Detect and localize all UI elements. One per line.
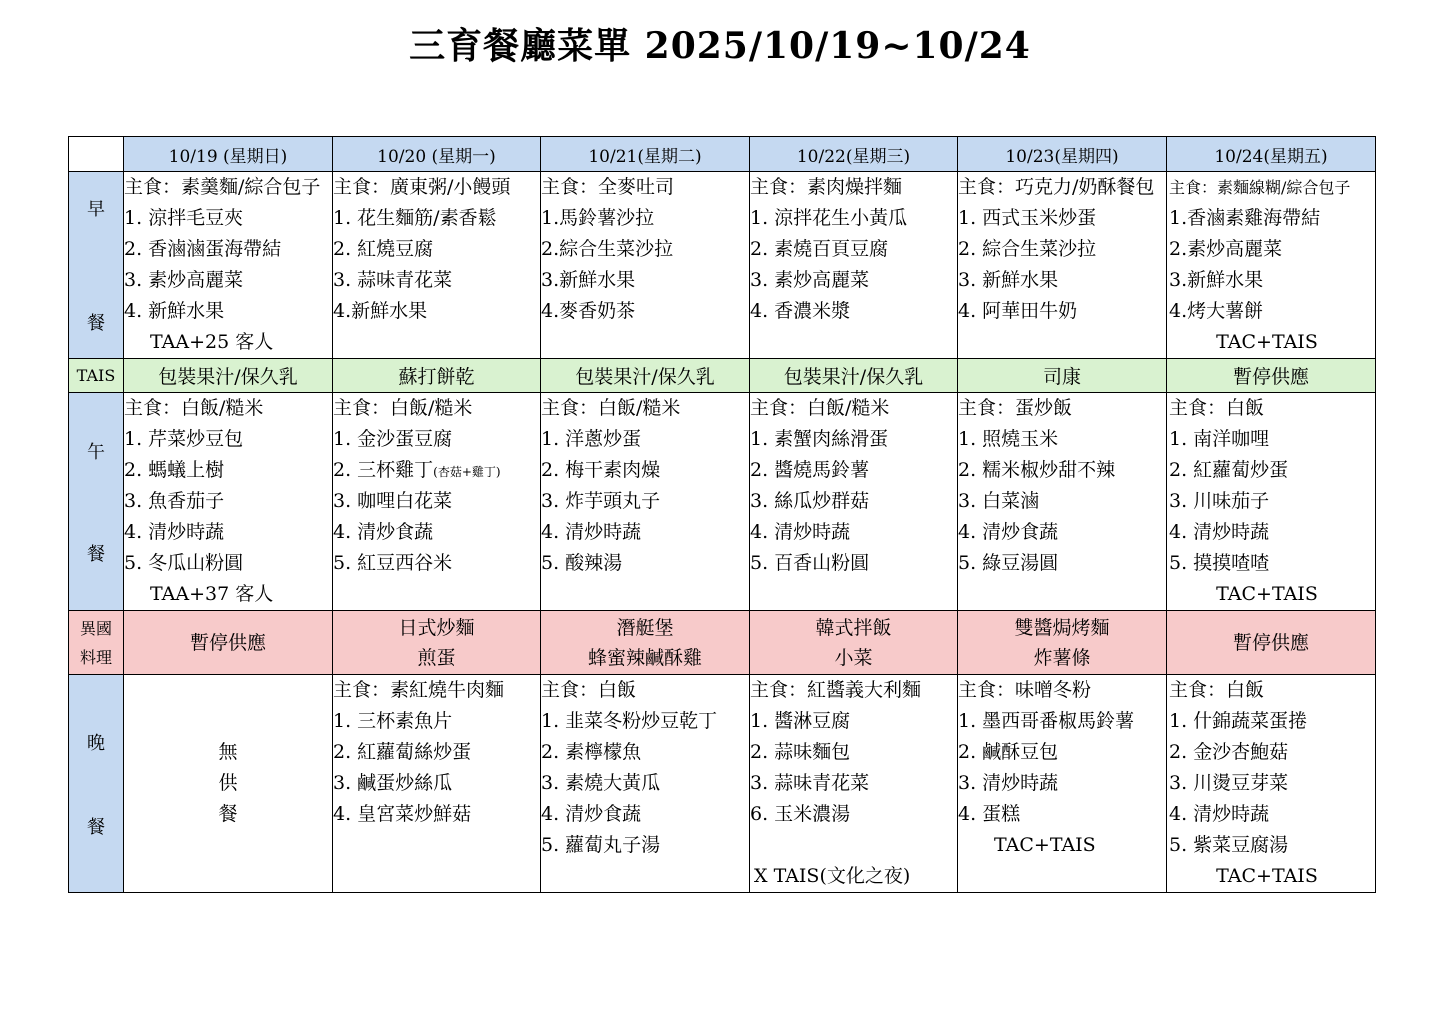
menu-line: 4. 清炒時蔬 (1169, 803, 1270, 825)
tais-row (69, 359, 1376, 393)
intl-cell (1167, 611, 1376, 675)
menu-line: 3. 魚香茄子 (124, 490, 225, 512)
menu-line: 2. 香滷滷蛋海帶結 (124, 238, 282, 260)
menu-line: 1. 金沙蛋豆腐 (333, 428, 453, 450)
menu-line: 2.素炒高麗菜 (1169, 238, 1283, 260)
intl-item: 炸薯條 (1033, 646, 1091, 669)
intl-cell (124, 611, 333, 675)
intl-label-bottom: 料理 (79, 647, 112, 667)
dinner-label-bottom: 餐 (87, 816, 105, 838)
day-header: 10/23(星期四) (958, 137, 1167, 172)
intl-item: 蜂蜜辣鹹酥雞 (587, 646, 702, 669)
intl-item: 小菜 (834, 646, 873, 669)
menu-line: 4. 清炒食蔬 (541, 803, 642, 825)
menu-line: 3.新鮮水果 (541, 269, 636, 291)
menu-line: 4. 阿華田牛奶 (958, 300, 1078, 322)
tais-cell: 包裝果汁/保久乳 (541, 359, 750, 393)
intl-cell (541, 611, 750, 675)
menu-line: 3. 蒜味青花菜 (750, 772, 870, 794)
menu-line: 主食：白飯/糙米 (124, 397, 264, 419)
menu-line: 4. 清炒時蔬 (1169, 521, 1270, 543)
day-header: 10/19 (星期日) (124, 137, 333, 172)
menu-line: 2.綜合生菜沙拉 (541, 238, 674, 260)
menu-line: 5. 冬瓜山粉圓 (124, 552, 244, 574)
menu-line: 3. 絲瓜炒群菇 (750, 490, 870, 512)
dinner-label-top: 晚 (87, 732, 105, 754)
no-service-text: 供 (218, 772, 238, 794)
day-header: 10/22(星期三) (750, 137, 958, 172)
menu-line: 3. 白菜滷 (958, 490, 1040, 512)
breakfast-cell-sun (124, 172, 333, 359)
intl-item: 雙醬焗烤麵 (1014, 616, 1110, 639)
intl-label (69, 611, 124, 675)
menu-line: 3. 咖哩白花菜 (333, 490, 453, 512)
menu-line: 1. 墨西哥番椒馬鈴薯 (958, 710, 1135, 732)
menu-line: 3. 鹹蛋炒絲瓜 (333, 772, 453, 794)
menu-line: 3. 素燒大黃瓜 (541, 772, 661, 794)
menu-line: 主食：全麥吐司 (541, 176, 675, 198)
menu-line: 2. 金沙杏鮑菇 (1169, 741, 1289, 763)
menu-table (68, 136, 1376, 893)
menu-line: 4. 香濃米漿 (750, 300, 851, 322)
guest-note: TAC+TAIS (1216, 865, 1318, 887)
lunch-cell-tue (541, 393, 750, 611)
tais-cell: 包裝果汁/保久乳 (124, 359, 333, 393)
menu-line: 3. 川燙豆芽菜 (1169, 772, 1289, 794)
menu-line: 4. 清炒時蔬 (124, 521, 225, 543)
menu-line: 主食：素麵線糊/綜合包子 (1169, 178, 1351, 197)
header-row (69, 137, 1376, 172)
menu-line: 1. 涼拌毛豆夾 (124, 207, 244, 229)
menu-line: 2. 紅燒豆腐 (333, 238, 434, 260)
menu-line: 4. 清炒時蔬 (541, 521, 642, 543)
menu-line: 1. 涼拌花生小黃瓜 (750, 207, 908, 229)
menu-line: 主食：白飯/糙米 (333, 397, 473, 419)
menu-line: 主食：廣東粥/小饅頭 (333, 176, 511, 198)
menu-line: 4. 皇宮菜炒鮮菇 (333, 803, 472, 825)
menu-line: 1. 芹菜炒豆包 (124, 428, 244, 450)
menu-line: 主食：白飯 (541, 679, 637, 701)
breakfast-cell-fri (1167, 172, 1376, 359)
menu-line: 主食：素肉燥拌麵 (750, 176, 903, 198)
event-note: X TAIS(文化之夜) (754, 865, 911, 887)
menu-line: 3. 川味茄子 (1169, 490, 1270, 512)
menu-line: 6. 玉米濃湯 (750, 803, 851, 825)
tais-cell: 暫停供應 (1167, 359, 1376, 393)
menu-line: 5. 酸辣湯 (541, 552, 623, 574)
menu-line: 2. 蒜味麵包 (750, 741, 851, 763)
lunch-cell-sun (124, 393, 333, 611)
intl-item: 暫停供應 (1232, 631, 1309, 654)
day-header: 10/20 (星期一) (333, 137, 541, 172)
day-header: 10/24(星期五) (1167, 137, 1376, 172)
day-header: 10/21(星期二) (541, 137, 750, 172)
menu-line: 2. 素檸檬魚 (541, 741, 642, 763)
menu-line: 主食：白飯/糙米 (541, 397, 681, 419)
dinner-cell-sun (124, 675, 333, 893)
guest-note: TAA+37 客人 (150, 583, 274, 605)
menu-line: 5. 百香山粉圓 (750, 552, 870, 574)
intl-item: 韓式拌飯 (815, 616, 892, 639)
menu-line: 主食：味噌冬粉 (958, 679, 1092, 701)
breakfast-label-bottom: 餐 (87, 313, 105, 334)
menu-line: 2. 素燒百頁豆腐 (750, 238, 889, 260)
menu-line: 3. 清炒時蔬 (958, 772, 1059, 794)
menu-line: 主食：紅醬義大利麵 (750, 679, 922, 701)
dinner-cell-thu (958, 675, 1167, 893)
menu-line: 5. 摸摸喳喳 (1169, 552, 1270, 574)
tais-cell: 司康 (958, 359, 1167, 393)
menu-line: 5. 紫菜豆腐湯 (1169, 834, 1289, 856)
menu-line: 4.麥香奶茶 (541, 300, 636, 322)
menu-line-note: (杏菇+雞丁) (433, 465, 501, 479)
lunch-label-bottom: 餐 (87, 543, 105, 565)
lunch-row (69, 393, 1376, 611)
dinner-row (69, 675, 1376, 893)
dinner-cell-mon (333, 675, 541, 893)
menu-line: 2. 醬燒馬鈴薯 (750, 459, 870, 481)
menu-line: 5. 綠豆湯圓 (958, 552, 1059, 574)
tais-cell: 蘇打餅乾 (333, 359, 541, 393)
page-title: 三育餐廳菜單 2025/10/19~10/24 (409, 25, 1031, 67)
guest-note: TAA+25 客人 (150, 331, 274, 353)
lunch-cell-mon (333, 393, 541, 611)
menu-line: 2. 螞蟻上樹 (124, 459, 225, 481)
menu-line: 3. 新鮮水果 (958, 269, 1059, 291)
menu-line: 主食：素羹麵/綜合包子 (124, 176, 321, 198)
menu-line: 4. 蛋糕 (958, 803, 1021, 825)
intl-cell (750, 611, 958, 675)
menu-line: 1. 洋蔥炒蛋 (541, 428, 642, 450)
corner-cell (69, 137, 124, 172)
lunch-cell-thu (958, 393, 1167, 611)
menu-line: 3. 蒜味青花菜 (333, 269, 453, 291)
menu-line: 2. 紅蘿蔔絲炒蛋 (333, 741, 472, 763)
dinner-label (69, 675, 124, 893)
menu-line: 1. 花生麵筋/素香鬆 (333, 207, 497, 229)
menu-line (750, 830, 957, 861)
menu-line: 4. 清炒時蔬 (750, 521, 851, 543)
intl-item: 煎蛋 (417, 646, 456, 669)
no-service-text: 餐 (218, 803, 238, 825)
menu-line: 主食：白飯/糙米 (750, 397, 890, 419)
menu-line: 1. 三杯素魚片 (333, 710, 453, 732)
menu-line: 1. 照燒玉米 (958, 428, 1059, 450)
lunch-cell-fri (1167, 393, 1376, 611)
menu-line (333, 455, 540, 486)
menu-line: 2. 糯米椒炒甜不辣 (958, 459, 1116, 481)
breakfast-label-top: 早 (87, 199, 105, 220)
menu-line: 3. 素炒高麗菜 (124, 269, 244, 291)
intl-cell (333, 611, 541, 675)
menu-line: 3. 素炒高麗菜 (750, 269, 870, 291)
menu-line: 1.香滷素雞海帶結 (1169, 207, 1321, 229)
menu-line: 5. 紅豆西谷米 (333, 552, 453, 574)
menu-line: 5. 蘿蔔丸子湯 (541, 834, 661, 856)
breakfast-cell-tue (541, 172, 750, 359)
guest-note: TAC+TAIS (994, 834, 1096, 856)
menu-line: 1. 南洋咖哩 (1169, 428, 1270, 450)
menu-line: 主食：素紅燒牛肉麵 (333, 679, 505, 701)
dinner-cell-tue (541, 675, 750, 893)
intl-item: 潛艇堡 (616, 616, 674, 639)
menu-line: 3. 炸芋頭丸子 (541, 490, 661, 512)
menu-line: 主食：蛋炒飯 (958, 397, 1073, 419)
tais-label: TAIS (69, 359, 124, 393)
intl-item: 日式炒麵 (398, 616, 475, 639)
breakfast-cell-mon (333, 172, 541, 359)
guest-note: TAC+TAIS (1216, 331, 1318, 353)
no-service-text: 無 (218, 741, 238, 763)
menu-line: 3.新鮮水果 (1169, 269, 1264, 291)
menu-line: 2. 鹹酥豆包 (958, 741, 1059, 763)
menu-line: 2. 綜合生菜沙拉 (958, 238, 1097, 260)
dinner-cell-fri (1167, 675, 1376, 893)
menu-line: 4.新鮮水果 (333, 300, 428, 322)
menu-line: 1. 醬淋豆腐 (750, 710, 851, 732)
menu-line: 4. 新鮮水果 (124, 300, 225, 322)
menu-line-text: 2. 三杯雞丁 (333, 459, 434, 481)
menu-line: 1. 什錦蔬菜蛋捲 (1169, 710, 1308, 732)
menu-line: 主食：白飯 (1169, 679, 1265, 701)
breakfast-cell-wed (750, 172, 958, 359)
menu-line: 主食：巧克力/奶酥餐包 (958, 176, 1155, 198)
menu-line: 2. 紅蘿蔔炒蛋 (1169, 459, 1289, 481)
menu-line: 主食：白飯 (1169, 397, 1265, 419)
intl-cell (958, 611, 1167, 675)
tais-cell: 包裝果汁/保久乳 (750, 359, 958, 393)
breakfast-row (69, 172, 1376, 359)
menu-line: 2. 梅干素肉燥 (541, 459, 661, 481)
guest-note: TAC+TAIS (1216, 583, 1318, 605)
breakfast-cell-thu (958, 172, 1167, 359)
menu-line: 4. 清炒食蔬 (958, 521, 1059, 543)
intl-row (69, 611, 1376, 675)
dinner-cell-wed (750, 675, 958, 893)
intl-label-top: 異國 (79, 618, 112, 638)
breakfast-label (69, 172, 124, 359)
menu-line: 4.烤大薯餅 (1169, 300, 1264, 322)
intl-item: 暫停供應 (189, 631, 266, 654)
menu-line: 1. 西式玉米炒蛋 (958, 207, 1097, 229)
lunch-label-top: 午 (87, 441, 105, 463)
lunch-cell-wed (750, 393, 958, 611)
menu-line: 1.馬鈴薯沙拉 (541, 207, 655, 229)
lunch-label (69, 393, 124, 611)
menu-line: 1. 韭菜冬粉炒豆乾丁 (541, 710, 718, 732)
menu-line: 4. 清炒食蔬 (333, 521, 434, 543)
menu-line: 1. 素蟹肉絲滑蛋 (750, 428, 889, 450)
